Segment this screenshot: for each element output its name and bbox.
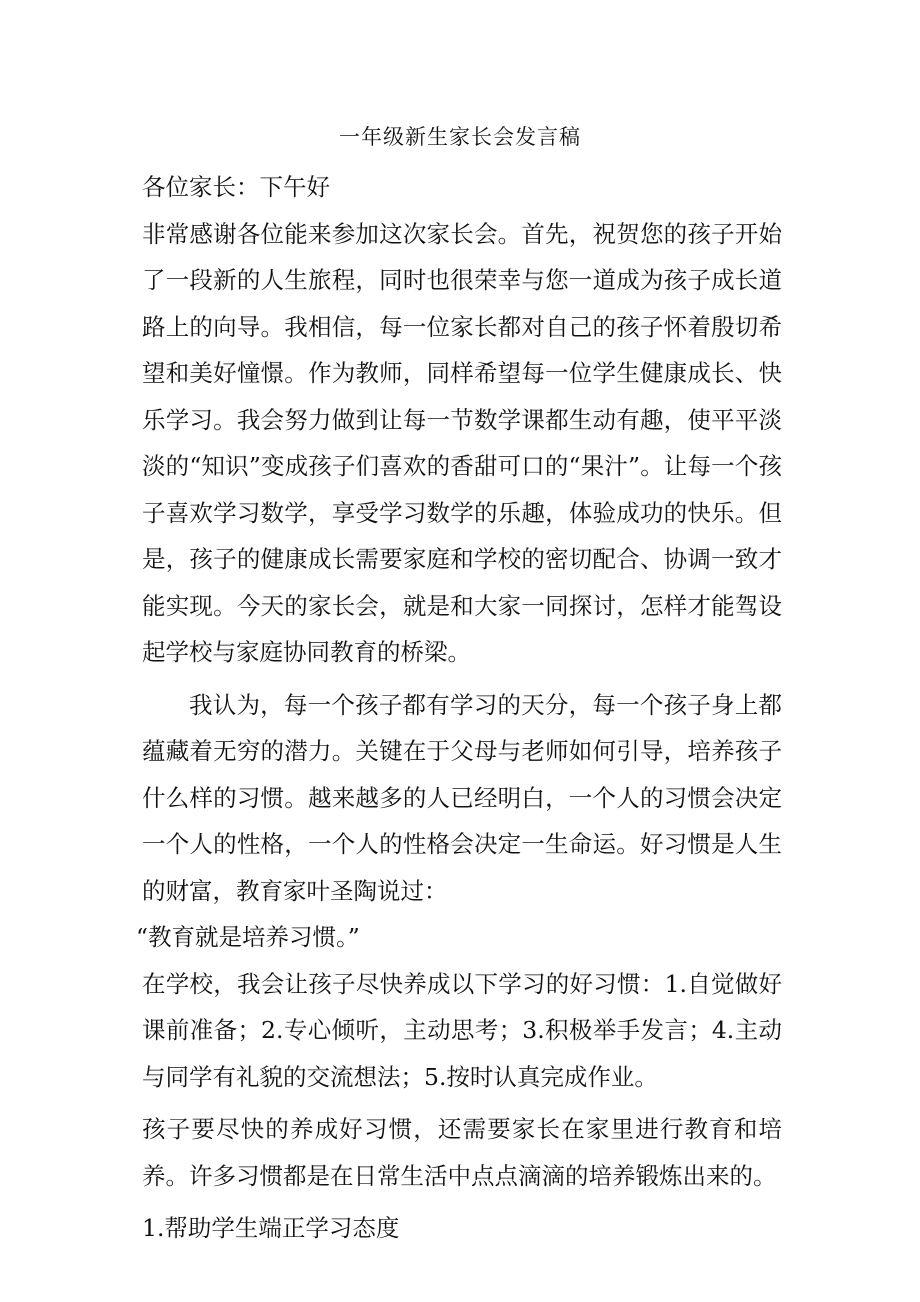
paragraph-quote: “教育就是培养习惯。” [136, 923, 360, 951]
paragraph-home-education: 孩子要尽快的养成好习惯，还需要家长在家里进行教育和培养。许多习惯都是在日常生活中点点滴滴的培养锻炼出来的。 [142, 1115, 782, 1190]
paragraph-intro: 非常感谢各位能来参加这次家长会。首先，祝贺您的孩子开始了一段新的人生旅程，同时也很荣幸与您一道成为孩子成长道路上的向导。我相信，每一位家长都对自己的孩子怀着殷切希望和美好憧憬。作为教师，同样希望每一位学生健康成长、快乐学习。我会努力做到让每一节数学课都生动有趣，使平平淡淡的“知识”变成孩子们喜欢的香甜可口的“果汁”。让每一个孩子喜欢学习数学，享受学习数学的乐趣，体验成功的快乐。但是，孩子的健康成长需要家庭和学校的密切配合、协调一致才能实现。今天的家长会，就是和大家一同探讨，怎样才能驾设起学校与家庭协同教育的桥梁。 [142, 219, 782, 666]
document-body [136, 164, 782, 1252]
paragraph-school-habits: 在学校，我会让孩子尽快养成以下学习的好习惯：1.自觉做好课前准备；2.专心倾听，主动思考；3.积极举手发言；4.主动与同学有礼貌的交流想法；5.按时认真完成作业。 [142, 969, 782, 1091]
list-item-heading: 1.帮助学生端正学习态度 [142, 1214, 400, 1242]
document-title: 一年级新生家长会发言稿 [339, 125, 581, 149]
paragraph-habits: 我认为，每一个孩子都有学习的天分，每一个孩子身上都蕴藏着无穷的潜力。关键在于父母与老师如何引导，培养孩子什么样的习惯。越来越多的人已经明白，一个人的习惯会决定一个人的性格，一个人的性格会决定一生命运。好习惯是人生的财富，教育家叶圣陶说过： [142, 690, 782, 905]
greeting: 各位家长：下午好 [142, 173, 330, 201]
